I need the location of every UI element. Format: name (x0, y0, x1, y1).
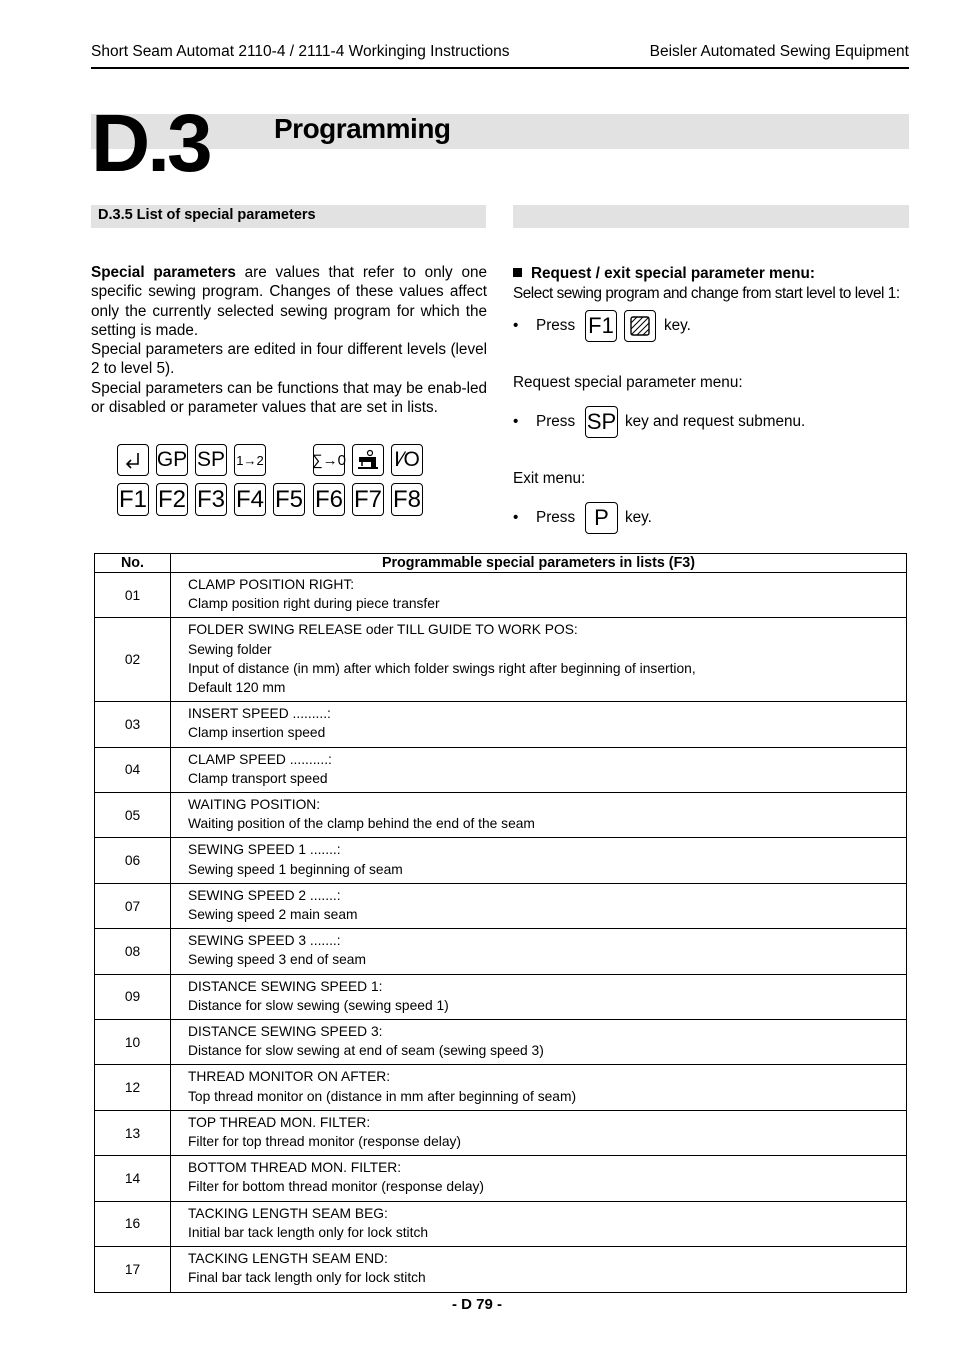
intro-text (91, 263, 487, 417)
step2-sp-key: SP (585, 406, 618, 438)
parameter-detail-line: Clamp transport speed (188, 770, 328, 786)
subsection-title: D.3.5 List of special parameters (98, 207, 316, 223)
parameter-number: 01 (95, 573, 171, 618)
parameter-name: WAITING POSITION: (188, 797, 321, 813)
step1-press: Press (536, 317, 576, 334)
parameter-description (171, 1247, 907, 1292)
step2-after: key and request submenu. (625, 413, 806, 430)
parameter-description (171, 747, 907, 792)
parameter-detail-line: Filter for bottom thread monitor (response delay) (188, 1179, 484, 1195)
table-row (95, 974, 907, 1019)
header-company: Beisler Automated Sewing Equipment (649, 43, 909, 60)
parameter-name: TACKING LENGTH SEAM BEG: (188, 1205, 388, 1221)
parameter-name: DISTANCE SEWING SPEED 3: (188, 1024, 383, 1040)
intro-p1-rest: are values that refer to only one specific sewing program. Changes of these values affect only the currently selected sewing program for which the setting is made. (91, 264, 487, 339)
parameter-detail-line: Top thread monitor on (distance in mm after beginning of seam) (188, 1088, 577, 1104)
step1-bullet: • (513, 317, 519, 334)
table-row (95, 747, 907, 792)
f5-key: F5 (273, 483, 305, 516)
enter-icon (122, 449, 144, 471)
parameter-description (171, 974, 907, 1019)
col-no-header: No. (95, 554, 171, 573)
exit-label: Exit menu: (513, 470, 586, 487)
step1-after: key. (664, 317, 691, 334)
table-row (95, 883, 907, 928)
parameter-number: 06 (95, 838, 171, 883)
io-key: I⁄O (391, 444, 423, 476)
table-header-row (95, 554, 907, 573)
parameter-description (171, 573, 907, 618)
request-exit-subheading: Select sewing program and change from start level to level 1: (513, 285, 900, 302)
section-number: D.3 (91, 98, 210, 189)
parameter-name: SEWING SPEED 3 .......: (188, 933, 341, 949)
parameter-name: SEWING SPEED 2 .......: (188, 887, 341, 903)
parameter-detail-line: Default 120 mm (188, 680, 286, 696)
parameter-number: 17 (95, 1247, 171, 1292)
f8-key: F8 (391, 483, 423, 516)
parameter-description (171, 838, 907, 883)
parameter-name: CLAMP POSITION RIGHT: (188, 577, 355, 592)
f3-key: F3 (195, 483, 227, 516)
parameter-name: SEWING SPEED 1 .......: (188, 842, 341, 858)
parameter-number: 12 (95, 1065, 171, 1110)
request-label: Request special parameter menu: (513, 374, 743, 391)
table-row (95, 1110, 907, 1155)
parameter-detail-line: Filter for top thread monitor (response delay) (188, 1134, 461, 1150)
parameter-description (171, 1156, 907, 1201)
section-band (91, 114, 909, 149)
parameter-detail-line: Input of distance (in mm) after which folder swings right after beginning of insertion, (188, 660, 696, 676)
f1-key: F1 (117, 483, 149, 516)
step3-press: Press (536, 509, 576, 526)
table-row (95, 702, 907, 747)
sum-zero-key: ∑→0 (313, 444, 345, 476)
parameter-name: FOLDER SWING RELEASE oder TILL GUIDE TO WORK POS: (188, 622, 578, 638)
parameter-number: 10 (95, 1020, 171, 1065)
parameter-detail-line: Sewing speed 2 main seam (188, 907, 358, 923)
special-parameters-table (94, 553, 907, 1293)
parameter-name: TACKING LENGTH SEAM END: (188, 1251, 388, 1267)
table-row (95, 838, 907, 883)
parameter-name: DISTANCE SEWING SPEED 1: (188, 978, 383, 994)
parameter-number: 07 (95, 883, 171, 928)
header-rule (91, 67, 909, 69)
parameter-description (171, 793, 907, 838)
parameter-number: 13 (95, 1110, 171, 1155)
parameter-detail-line: Sewing speed 1 beginning of seam (188, 861, 403, 877)
parameter-description (171, 618, 907, 702)
subsection-band-right (513, 205, 909, 228)
parameter-description (171, 702, 907, 747)
f4-key: F4 (234, 483, 266, 516)
parameter-name: INSERT SPEED .........: (188, 706, 331, 722)
parameter-detail-line: Clamp insertion speed (188, 725, 326, 741)
parameter-description (171, 883, 907, 928)
step2-press: Press (536, 413, 576, 430)
table-body (95, 573, 907, 1293)
table-row (95, 793, 907, 838)
step3-p-key: P (585, 502, 618, 534)
parameter-number: 02 (95, 618, 171, 702)
parameter-number: 04 (95, 747, 171, 792)
table-row (95, 1020, 907, 1065)
step3-bullet: • (513, 509, 519, 526)
intro-paragraph-3: Special parameters can be functions that may be enab-led or disabled or parameter values that are set in lists. (91, 379, 487, 417)
parameter-number: 03 (95, 702, 171, 747)
table-row (95, 1065, 907, 1110)
page-number: - D 79 - (451, 1296, 502, 1313)
intro-paragraph-2: Special parameters are edited in four different levels (level 2 to level 5). (91, 341, 487, 378)
f2-key: F2 (156, 483, 188, 516)
step1-hatched-key (624, 310, 656, 342)
request-exit-heading-text: Request / exit special parameter menu: (531, 265, 815, 282)
f7-key: F7 (352, 483, 384, 516)
square-bullet-icon (513, 268, 522, 277)
table-row (95, 929, 907, 974)
intro-bold-lead: Special parameters (91, 264, 236, 281)
header-document-title: Short Seam Automat 2110-4 / 2111-4 Workinging Instructions (91, 43, 510, 60)
parameter-number: 16 (95, 1201, 171, 1246)
parameter-name: TOP THREAD MON. FILTER: (188, 1114, 371, 1130)
parameter-detail-line: Final bar tack length only for lock stitch (188, 1270, 426, 1286)
table-row (95, 618, 907, 702)
f6-key: F6 (313, 483, 345, 516)
section-title: Programming (274, 113, 451, 144)
parameter-number: 05 (95, 793, 171, 838)
table-row (95, 1156, 907, 1201)
step1-f1-key: F1 (585, 310, 617, 342)
step3-after: key. (625, 509, 652, 526)
sp-key: SP (195, 444, 227, 476)
parameter-name: THREAD MONITOR ON AFTER: (188, 1069, 391, 1085)
parameter-detail-line: Sewing speed 3 end of seam (188, 952, 366, 968)
parameter-detail-line: Waiting position of the clamp behind the end of the seam (188, 816, 535, 832)
sewing-machine-key (352, 444, 384, 476)
request-exit-heading (513, 265, 913, 283)
enter-key (117, 444, 149, 476)
parameter-description (171, 1065, 907, 1110)
parameter-name: CLAMP SPEED ..........: (188, 751, 332, 767)
parameter-number: 09 (95, 974, 171, 1019)
table-row (95, 1201, 907, 1246)
intro-paragraph-1 (91, 263, 487, 340)
step-key: 1→2 (234, 444, 266, 476)
step2-bullet: • (513, 413, 519, 430)
col-desc-header: Programmable special parameters in lists (F3) (171, 554, 907, 573)
parameter-description (171, 1020, 907, 1065)
table-row (95, 573, 907, 618)
parameter-name: BOTTOM THREAD MON. FILTER: (188, 1160, 402, 1176)
parameter-detail-line: Clamp position right during piece transfer (188, 596, 440, 612)
parameter-detail-line: Initial bar tack length only for lock stitch (188, 1224, 429, 1240)
parameter-description (171, 1201, 907, 1246)
hatched-square-icon (629, 315, 651, 337)
parameter-detail-line: Sewing folder (188, 641, 272, 657)
parameter-detail-line: Distance for slow sewing (sewing speed 1) (188, 997, 449, 1013)
parameter-description (171, 929, 907, 974)
parameter-description (171, 1110, 907, 1155)
parameter-number: 08 (95, 929, 171, 974)
gp-key: GP (156, 444, 188, 476)
parameter-number: 14 (95, 1156, 171, 1201)
table-row (95, 1247, 907, 1292)
parameter-detail-line: Distance for slow sewing at end of seam (sewing speed 3) (188, 1043, 544, 1059)
sewing-machine-icon (356, 449, 380, 471)
